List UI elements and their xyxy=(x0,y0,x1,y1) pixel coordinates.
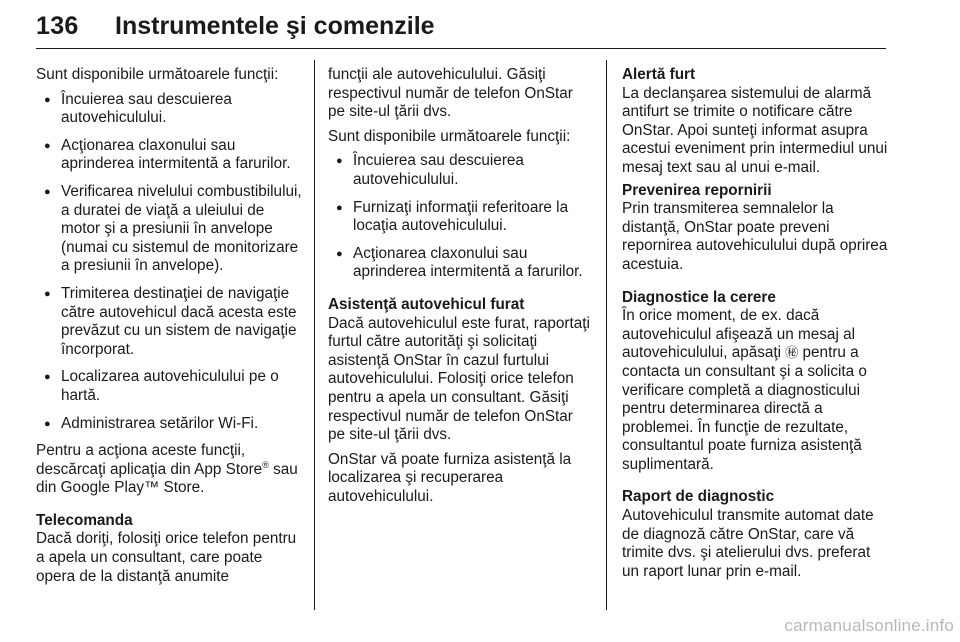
list-item: ● Verificarea nivelului combustibilului, a duratei de viaţă a uleiului de motor şi a presiunii în anvelope (numai cu sistemul de monitorizare a presiunii în anvelope). xyxy=(36,183,302,276)
section-text: OnStar vă poate furniza asistenţă la localizarea şi recuperarea autovehiculului. xyxy=(328,450,572,505)
page-number: 136 xyxy=(36,12,79,40)
continued-text: funcţii ale autovehiculului. Găsiţi respectivul număr de telefon OnStar pe site-ul ţării dvs. xyxy=(328,66,573,121)
list-item: ● Localizarea autovehiculului pe o hartă. xyxy=(36,368,302,405)
page-title: Instrumentele şi comenzile xyxy=(115,12,435,40)
section-heading: Raport de diagnostic xyxy=(622,488,775,506)
column-2 xyxy=(328,66,594,506)
app-paragraph xyxy=(36,442,302,498)
section-text: La declanşarea sistemului de alarmă antifurt se trimite o notificare către OnStar. Apoi sunteţi informat asupra acestui eveniment prin intermediul unui mesaj text sau al unui e-mail. xyxy=(622,84,888,176)
diagnostic-report-section xyxy=(622,488,888,581)
diag-text-b: pentru a contacta un consultant şi a solicita o verificare completă a diagnosticului pentru determinarea directă a problemei. În funcţie de rezultate, consultantul poate furniza asistenţă suplimentară. xyxy=(622,344,867,473)
watermark: carmanualsonline.info xyxy=(784,616,954,635)
section-heading: Asistenţă autovehicul furat xyxy=(328,295,525,313)
header-rule xyxy=(36,48,886,49)
functions-intro: Sunt disponibile următoarele funcţii: xyxy=(328,127,571,145)
functions-list xyxy=(36,91,302,434)
section-heading: Telecomanda xyxy=(36,511,133,529)
section-text: Prin transmiterea semnalelor la distanţă, OnStar poate preveni repornirea autovehiculului după oprirea acestuia. xyxy=(622,200,888,273)
section-heading: Alertă furt xyxy=(622,66,696,83)
diag-text-a: În orice moment, de ex. dacă autovehiculul afişează un mesaj al autovehiculului, apăsaţi xyxy=(622,307,855,362)
section-heading: Prevenirea repornirii xyxy=(622,181,772,199)
registered-mark: ® xyxy=(262,459,269,470)
page-header xyxy=(36,12,886,52)
section-text xyxy=(622,307,888,474)
list-item: ● Acţionarea claxonului sau aprinderea intermitentă a farurilor. xyxy=(36,137,302,174)
section-text: Dacă autovehiculul este furat, raportaţi furtul către autorităţi şi solicitaţi asistenţă OnStar în cazul furtului autovehiculului. Folosiţi orice telefon pentru a apela un consultant. Găsiţi respectivul număr de telefon OnStar pe site-ul ţării dvs. xyxy=(328,314,590,444)
section-heading: Diagnostice la cerere xyxy=(622,288,776,306)
list-item: ● Încuierea sau descuierea autovehiculului. xyxy=(36,91,302,128)
list-item: ● Administrarea setărilor Wi-Fi. xyxy=(36,415,302,434)
section-text: Autovehiculul transmite automat date de diagnoză către OnStar, care vă trimite dvs. şi atelierului dvs. preferat un raport lunar prin e-mail. xyxy=(622,507,874,580)
stolen-vehicle-section xyxy=(328,296,594,507)
functions-intro: Sunt disponibile următoarele funcţii: xyxy=(36,66,279,83)
remote-section xyxy=(36,512,302,586)
onstar-service-button-icon: ㊙ xyxy=(785,345,799,361)
list-item: ● Furnizaţi informaţii referitoare la locaţia autovehiculului. xyxy=(328,199,594,236)
app-text-end: sau din Google Play™ Store. xyxy=(36,460,298,497)
list-item: ● Trimiterea destinaţiei de navigaţie către autovehicul dacă acesta este prevăzut cu un sistem de navigaţie încorporat. xyxy=(36,285,302,359)
column-divider xyxy=(314,60,315,610)
list-item: ● Acţionarea claxonului sau aprinderea intermitentă a farurilor. xyxy=(328,245,594,282)
diagnostics-section xyxy=(622,289,888,475)
column-3 xyxy=(622,66,888,581)
theft-alert-section xyxy=(622,66,888,178)
app-text: Pentru a acţiona aceste funcţii, descărcaţi aplicaţia din App Store xyxy=(36,442,263,478)
column-divider xyxy=(606,60,607,610)
column-1 xyxy=(36,66,302,586)
restart-prevention-section xyxy=(622,182,888,275)
section-text: Dacă doriţi, folosiţi orice telefon pentru a apela un consultant, care poate opera de la distanţă anumite xyxy=(36,530,297,585)
list-item: ● Încuierea sau descuierea autovehiculului. xyxy=(328,152,594,189)
functions-list xyxy=(328,152,594,282)
